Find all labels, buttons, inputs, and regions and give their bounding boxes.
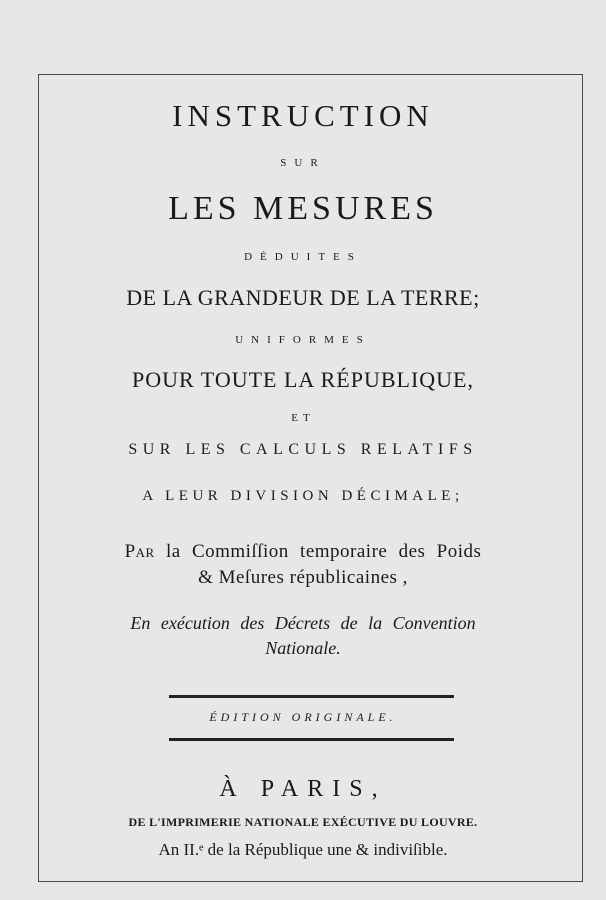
line-sur: SUR: [280, 157, 326, 169]
line-nationale: Nationale.: [265, 638, 341, 658]
line-mesures-republicaines: & Meſures républicaines ,: [198, 567, 408, 588]
imprint-imprimerie: DE L'IMPRIMERIE NATIONALE EXÉCUTIVE DU LOUVRE.: [128, 815, 478, 829]
imprint-paris: À PARIS,: [219, 776, 387, 802]
line-et: ET: [291, 412, 315, 424]
divider-rule-top: [169, 695, 454, 698]
line-grandeur-terre: DE LA GRANDEUR DE LA TERRE;: [126, 285, 480, 310]
line-uniformes: UNIFORMES: [235, 334, 371, 346]
line-division-decimale: A LEUR DIVISION DÉCIMALE;: [142, 488, 464, 504]
par-prefix: Par: [124, 541, 155, 562]
edition-originale: ÉDITION ORIGINALE.: [209, 710, 397, 724]
title-les-mesures: LES MESURES: [168, 190, 438, 227]
line-deduites: DÉDUITES: [244, 251, 362, 263]
imprint-date: An II.ᵉ de la République une & indiviſible.: [158, 840, 448, 859]
line-par-commission: [0, 541, 606, 563]
line-republique: POUR TOUTE LA RÉPUBLIQUE,: [132, 367, 474, 392]
line-calculs: SUR LES CALCULS RELATIFS: [128, 441, 478, 458]
divider-rule-bottom: [169, 738, 454, 741]
commission-text: la Commiſſion temporaire des Poids: [165, 541, 482, 562]
line-execution-decrets: En exécution des Décrets de la Convention: [130, 613, 476, 633]
title-instruction: INSTRUCTION: [172, 98, 434, 133]
